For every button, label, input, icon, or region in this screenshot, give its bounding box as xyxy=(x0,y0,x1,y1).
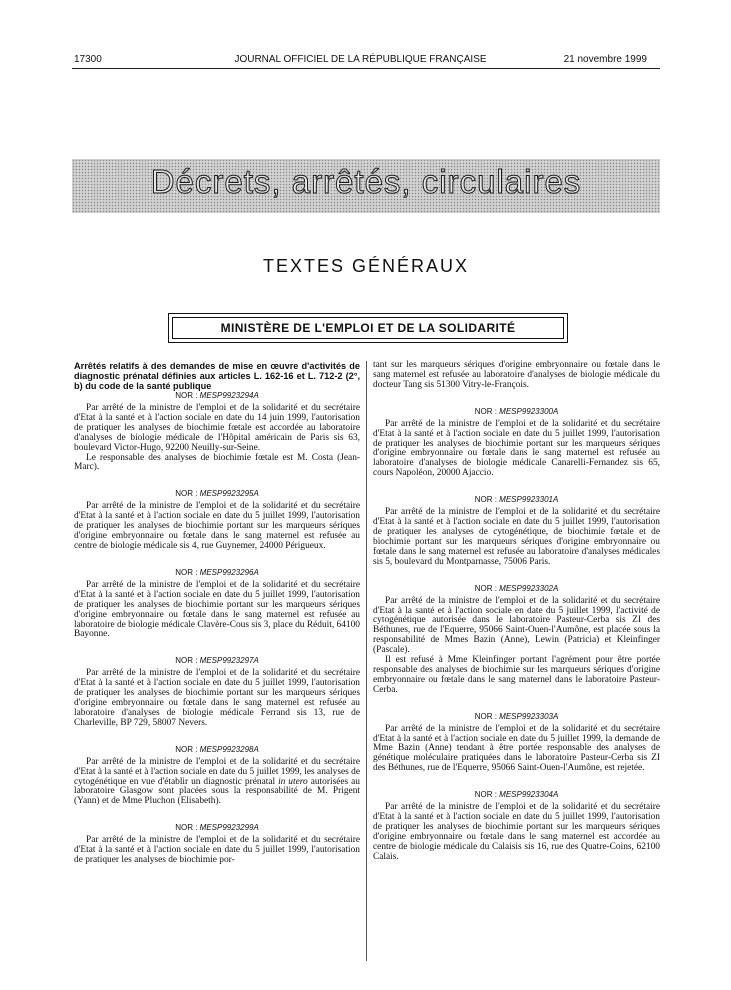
latin-term: in utero xyxy=(278,776,308,787)
nor-label: NOR : xyxy=(474,495,497,505)
decree-paragraph: Par arrêté de la ministre de l'emploi et de la solidarité et du secrétaire d'Etat à la santé et à l'action sociale en date du 5 juillet 1999, l'autorisation de pratiquer les analyses de biochimie portant sur les marqueurs sériques d'origine embryonnaire ou fœtale dans le sang maternel est refusée au laboratoire de biologie médicale Clavère-Cous sis 3, place du Réduit, 64100 Bayonne. xyxy=(74,579,360,640)
decree-text: Par arrêté de la ministre de l'emploi et de la solidarité et du secrétaire d'Etat à la santé et à l'action sociale en date du 5 juillet 1999, les analyses de cytogénétique en vue d'établir un diagnostic prénatal xyxy=(74,756,360,787)
nor-label: NOR : xyxy=(175,656,198,666)
decree-paragraph: Par arrêté de la ministre de l'emploi et de la solidarité et du secrétaire d'Etat à la santé et à l'action sociale en date du 5 juillet 1999, l'autorisation de pratiquer les analyses de biochimie portant sur les marqueurs sériques d'origine embryonnaire ou fœtale dans le sang maternel est accordée au centre de biologie médicale du Calaisis sis 16, rue des Quatre-Coins, 62100 Calais. xyxy=(373,802,660,862)
decree-paragraph: Par arrêté de la ministre de l'emploi et de la solidarité et du secrétaire d'Etat à la santé et à l'action sociale en date du 5 juillet 1999, l'autorisation de pratiquer les analyses de biochimie portant sur les marqueurs sériques d'origine embryonnaire ou fœtale dans le sang maternel est refusée au laboratoire d'analyses de biologie médicale Canarelli-Fernandez sis 65, cours Napoléon, 20000 Ajaccio. xyxy=(373,418,660,479)
running-header xyxy=(74,54,647,68)
nor-reference xyxy=(74,823,360,833)
page-number: 17300 xyxy=(74,54,102,65)
decree-paragraph: Il est refusé à Mme Kleinfinger portant l'agrément pour être portée responsable des analyses de biochimie sur les marqueurs sériques d'origine embryonnaire ou fœtale dans le sang maternel dans le laboratoire Pasteur-Cerba. xyxy=(373,655,660,695)
nor-reference xyxy=(74,568,360,578)
rubric-title: Décrets, arrêtés, circulaires xyxy=(150,163,582,200)
journal-title: JOURNAL OFFICIEL DE LA RÉPUBLIQUE FRANÇAISE xyxy=(234,54,487,65)
nor-label: NOR : xyxy=(175,489,198,499)
nor-label: NOR : xyxy=(474,711,497,721)
nor-code: MESP9923304A xyxy=(499,790,559,800)
nor-code: MESP9923301A xyxy=(499,495,559,505)
nor-reference xyxy=(373,495,660,505)
nor-reference xyxy=(74,489,360,499)
nor-code: MESP9923297A xyxy=(199,656,259,666)
nor-label: NOR : xyxy=(175,391,198,400)
ministry-title: MINISTÈRE DE L'EMPLOI ET DE LA SOLIDARITÉ xyxy=(172,317,564,339)
nor-code: MESP9923294A xyxy=(199,391,259,400)
nor-label: NOR : xyxy=(175,823,198,833)
nor-label: NOR : xyxy=(474,406,497,416)
decree-text: autorisées au laboratoire Glasgow sont placées sous la responsabilité de M. Prigent (Yann) et de Mme Pluchon (Elisabeth). xyxy=(74,776,360,807)
nor-code: MESP9923303A xyxy=(499,711,559,721)
decree-paragraph: Par arrêté de la ministre de l'emploi et de la solidarité et du secrétaire d'Etat à la santé et à l'action sociale en date du 14 juin 1999, l'autorisation de pratiquer les analyses de biochimie fœtale est accordée au laboratoire d'analyses de biologie médicale de l'Hôpital américain de Paris sis 63, boulevard Victor-Hugo, 92200 Neuilly-sur-Seine. xyxy=(74,403,360,453)
decree-paragraph: Par arrêté de la ministre de l'emploi et de la solidarité et du secrétaire d'Etat à la santé et à l'action sociale en date du 5 juillet 1999, la demande de Mme Bazin (Anne) tendant à être portée responsable des analyses de génétique moléculaire pratiquées dans le laboratoire Pasteur-Cerba sis ZI des Béthunes, rue de l'Equerre, 95066 Saint-Ouen-l'Aumône, est rejetée. xyxy=(373,723,660,774)
nor-label: NOR : xyxy=(474,583,497,593)
decree-paragraph: Par arrêté de la ministre de l'emploi et de la solidarité et du secrétaire d'Etat à la santé et à l'action sociale en date du 5 juillet 1999, l'autorisation de pratiquer les analyses de biochimie portant sur les marqueurs sériques d'origine embryonnaire ou fœtale dans le sang maternel est refusée au laboratoire d'analyses de biologie médicale Ferrand sis 13, rue de Charleville, BP 729, 58007 Nevers. xyxy=(74,668,360,728)
section-title: TEXTES GÉNÉRAUX xyxy=(262,256,470,276)
decree-paragraph: Par arrêté de la ministre de l'emploi et de la solidarité et du secrétaire d'Etat à la santé et à l'action sociale en date du 5 juillet 1999, l'autorisation de pratiquer les analyses de cytogénétique, de biochimie fœtale et de biochimie portant sur les marqueurs sériques d'origine embryonnaire ou fœtale dans le sang maternel est refusée au laboratoire d'analyses médicales sis 5, boulevard du Montparnasse, 75006 Paris. xyxy=(373,507,660,567)
issue-date: 21 novembre 1999 xyxy=(563,54,647,65)
nor-reference xyxy=(373,790,660,800)
nor-code: MESP9923298A xyxy=(199,744,259,754)
nor-code: MESP9923302A xyxy=(499,583,559,593)
nor-reference xyxy=(373,712,660,722)
decree-paragraph: Par arrêté de la ministre de l'emploi et de la solidarité et du secrétaire d'Etat à la santé et à l'action sociale en date du 5 juillet 1999, l'activité de cytogénétique autorisée dans le laboratoire Pasteur-Cerba sis ZI des Béthunes, rue de l'Equerre, 95066 Saint-Ouen-l'Aumône, est placée sous la responsabilité de Mmes Bazin (Anne), Lewin (Patricia) et Kleinfinger (Pascale). xyxy=(373,595,660,656)
nor-reference xyxy=(74,391,360,401)
nor-reference xyxy=(373,407,660,417)
nor-label: NOR : xyxy=(474,790,497,800)
header-rule xyxy=(72,68,660,69)
nor-code: MESP9923296A xyxy=(199,567,259,577)
rubric-banner xyxy=(72,159,660,213)
decree-paragraph: Le responsable des analyses de biochimie fœtale est M. Costa (Jean-Marc). xyxy=(74,452,360,473)
nor-reference xyxy=(373,584,660,594)
nor-label: NOR : xyxy=(175,744,198,754)
nor-label: NOR : xyxy=(175,567,198,577)
nor-reference xyxy=(74,745,360,755)
right-column xyxy=(373,361,660,863)
nor-code: MESP9923299A xyxy=(199,823,259,833)
decree-paragraph: Par arrêté de la ministre de l'emploi et de la solidarité et du secrétaire d'Etat à la santé et à l'action sociale en date du 5 juillet 1999, l'autorisation de pratiquer les analyses de biochimie por- xyxy=(74,835,360,866)
nor-code: MESP9923295A xyxy=(199,489,259,499)
column-divider xyxy=(366,361,367,961)
left-column xyxy=(74,361,360,866)
nor-code: MESP9923300A xyxy=(499,406,559,416)
decree-paragraph: Par arrêté de la ministre de l'emploi et de la solidarité et du secrétaire d'Etat à la santé et à l'action sociale en date du 5 juillet 1999, l'autorisation de pratiquer les analyses de biochimie portant sur les marqueurs sériques d'origine embryonnaire ou fœtale dans le sang maternel est refusée au centre de biologie médicale sis 4, rue Guynemer, 24000 Périgueux. xyxy=(74,501,360,551)
decree-continuation: tant sur les marqueurs sériques d'origine embryonnaire ou fœtale dans le sang maternel est refusée au laboratoire d'analyses de biologie médicale du docteur Tang sis 51300 Vitry-le-François. xyxy=(373,360,660,390)
articles-heading: Arrêtés relatifs à des demandes de mise en œuvre d'activités de diagnostic prénatal définies aux articles L. 162-16 et L. 712-2 (2°, b) du code de la santé publique xyxy=(74,361,360,391)
decree-paragraph xyxy=(74,758,360,808)
ministry-box xyxy=(168,313,568,343)
nor-reference xyxy=(74,656,360,666)
